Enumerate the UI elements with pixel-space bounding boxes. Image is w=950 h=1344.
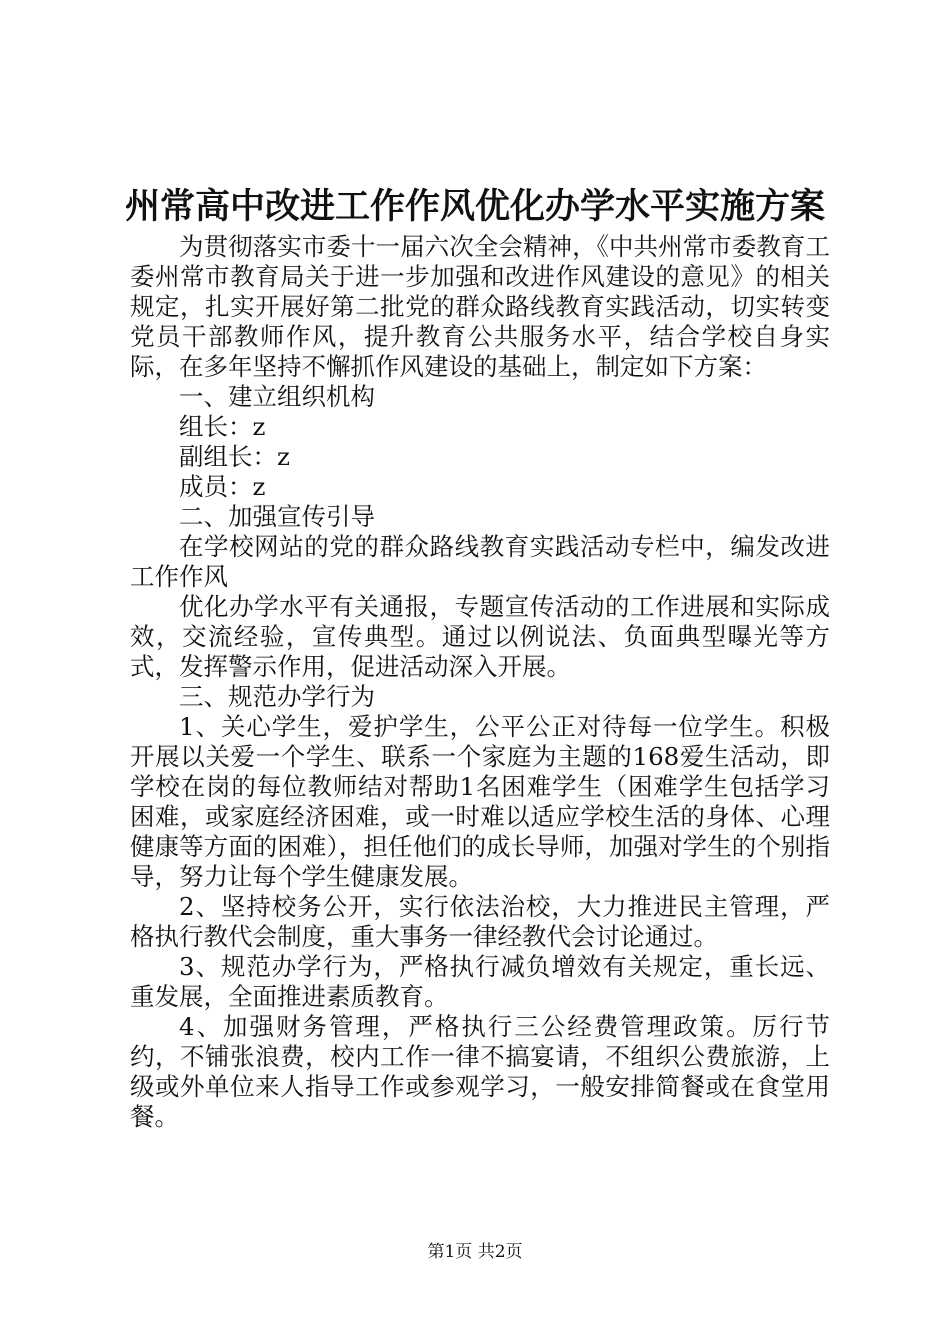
conduct-item-1: 1、关心学生，爱护学生，公平公正对待每一位学生。积极开展以关爱一个学生、联系一个家庭为主题的168爱生活动，即学校在岗的每位教师结对帮助1名困难学生（困难学生包括学习困难，或家庭经济困难，或一时难以适应学校生活的身体、心理健康等方面的困难），担任他们的成长导师，加强对学生的个别指导，努力让每个学生健康发展。 bbox=[130, 712, 830, 891]
deputy-leader-line: 副组长：z bbox=[179, 442, 290, 471]
document-title: 州常高中改进工作作风优化办学水平实施方案 bbox=[124, 186, 825, 227]
publicity-paragraph-2: 优化办学水平有关通报，专题宣传活动的工作进展和实际成效，交流经验，宣传典型。通过以例说法、负面典型曝光等方式，发挥警示作用，促进活动深入开展。 bbox=[130, 592, 830, 681]
publicity-paragraph-1: 在学校网站的党的群众路线教育实践活动专栏中，编发改进工作作风 bbox=[130, 532, 830, 591]
conduct-item-2: 2、坚持校务公开，实行依法治校，大力推进民主管理，严格执行教代会制度，重大事务一律经教代会讨论通过。 bbox=[130, 892, 830, 951]
members-line: 成员：z bbox=[179, 472, 266, 501]
intro-paragraph: 为贯彻落实市委十一届六次全会精神，《中共州常市委教育工委州常市教育局关于进一步加强和改进作风建设的意见》的相关规定，扎实开展好第二批党的群众路线教育实践活动，切实转变党员干部教师作风，提升教育公共服务水平，结合学校自身实际，在多年坚持不懈抓作风建设的基础上，制定如下方案： bbox=[130, 232, 830, 381]
conduct-item-3: 3、规范办学行为，严格执行减负增效有关规定，重长远、重发展，全面推进素质教育。 bbox=[130, 952, 830, 1011]
conduct-item-4: 4、加强财务管理，严格执行三公经费管理政策。厉行节约，不铺张浪费，校内工作一律不搞宴请，不组织公费旅游，上级或外单位来人指导工作或参观学习，一般安排简餐或在食堂用餐。 bbox=[130, 1012, 830, 1131]
team-leader-line: 组长：z bbox=[179, 412, 266, 441]
page-number-footer: 第1页 共2页 bbox=[427, 1242, 523, 1262]
section-heading-conduct: 三、规范办学行为 bbox=[179, 682, 375, 711]
section-heading-publicity: 二、加强宣传引导 bbox=[179, 502, 375, 531]
document-body bbox=[130, 232, 830, 1132]
section-heading-organization: 一、建立组织机构 bbox=[179, 382, 375, 411]
